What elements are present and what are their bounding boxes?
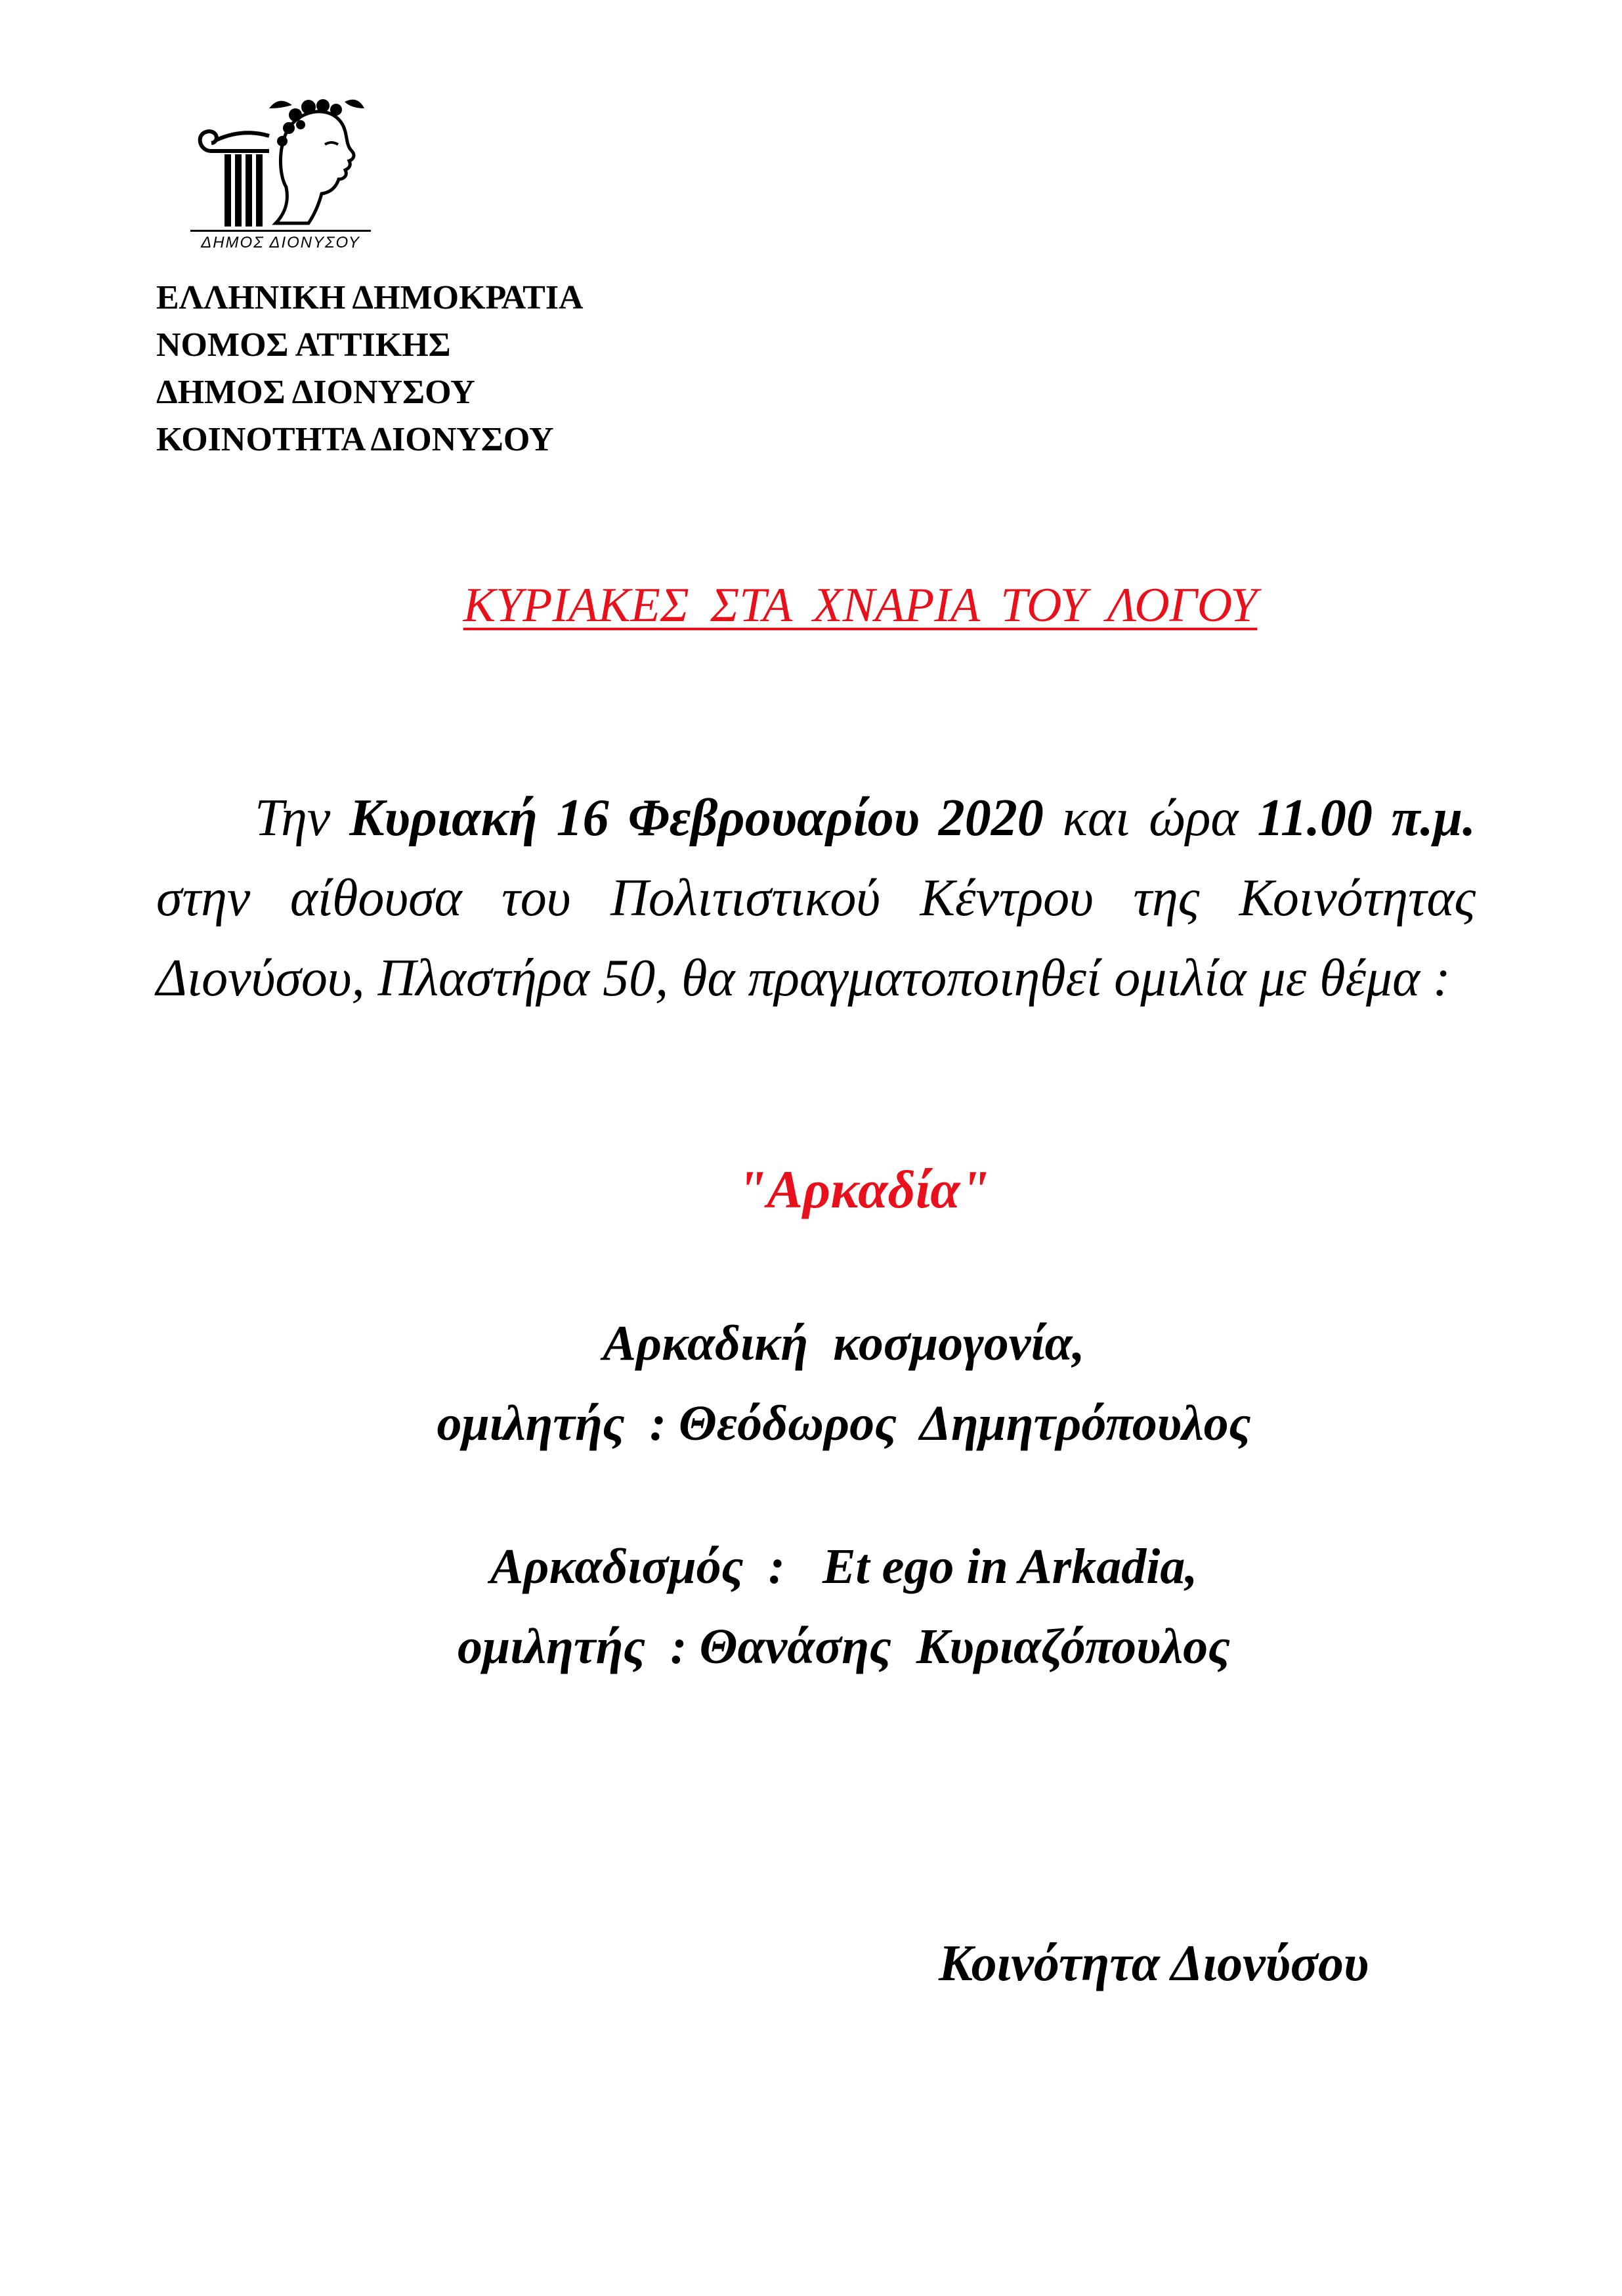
talk-speaker: ομιλητής : Θανάσης Κυριαζόπουλος	[458, 1619, 1230, 1674]
talk-block	[0, 1527, 1622, 1687]
signature-organizer: Κοινότητα Διονύσου	[939, 1934, 1369, 1991]
header-line-republic: ΕΛΛΗΝΙΚΗ ΔΗΜΟΚΡΑΤΙΑ	[156, 279, 584, 316]
talk-block	[0, 1303, 1622, 1463]
header-line-municipality: ΔΗΜΟΣ ΔΙΟΝΥΣΟΥ	[156, 374, 475, 411]
logo-caption: ΔΗΜΟΣ ΔΙΟΝΥΣΟΥ	[190, 230, 371, 257]
talk-title: Αρκαδισμός : Et ego in Arkadia,	[490, 1539, 1198, 1594]
announcement-intro: Την	[255, 789, 350, 847]
letterhead	[156, 274, 584, 464]
talk-speaker: ομιλητής : Θεόδωρος Δημητρόπουλος	[437, 1396, 1251, 1451]
lecture-topic: "Αρκαδία"	[736, 1159, 991, 1219]
header-line-community: ΚΟΙΝΟΤΗΤΑ ΔΙΟΝΥΣΟΥ	[156, 421, 554, 458]
talk-title: Αρκαδική κοσμογονία,	[603, 1316, 1085, 1371]
announcement-time-prefix: και ώρα	[1043, 789, 1258, 847]
announcement-time: 11.00 π.μ.	[1257, 789, 1476, 847]
header-line-prefecture: ΝΟΜΟΣ ΑΤΤΙΚΗΣ	[156, 326, 451, 364]
announcement-paragraph	[156, 778, 1476, 1018]
event-series-title: ΚΥΡΙΑΚΕΣ ΣΤΑ ΧΝΑΡΙΑ ΤΟΥ ΛΟΓΟΥ	[463, 578, 1258, 632]
municipality-logo	[190, 89, 371, 256]
dionysus-head-logo-icon	[190, 89, 371, 230]
announcement-details: στην αίθουσα του Πολιτιστικού Κέντρου της Κοινότητας Διονύσου, Πλαστήρα 50, θα πραγματοποιηθεί ομιλία με θέμα :	[156, 869, 1476, 1007]
announcement-date: Κυριακή 16 Φεβρουαρίου 2020	[349, 789, 1044, 847]
